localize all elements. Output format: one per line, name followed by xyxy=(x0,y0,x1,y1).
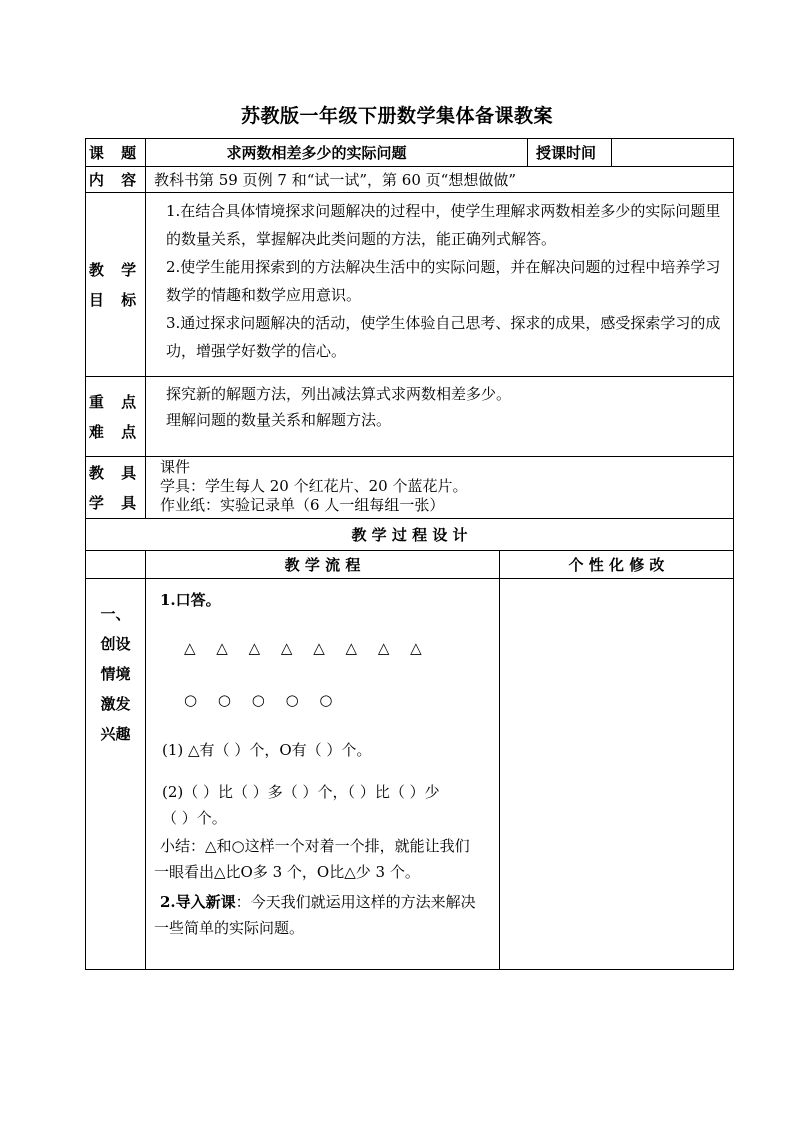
summary-line-1: 小结：△和○这样一个对着一个排，就能让我们 xyxy=(160,837,470,855)
goal-item-1: 1.在结合具体情境探求问题解决的过程中，使学生理解求两数相差多少的实际问题里的数量关系，掌握解决此类问题的方法，能正确列式解答。 xyxy=(166,202,721,248)
question-1: (1) △有（ ）个，O有（ ）个。 xyxy=(162,741,372,759)
flow-column-header: 教 学 流 程 xyxy=(146,551,500,579)
section1-row xyxy=(86,579,734,970)
keypoints-content xyxy=(146,377,734,457)
lesson-plan-table xyxy=(85,138,734,970)
tools-label-line1: 教 具 xyxy=(88,463,143,482)
tool-item-2: 学具：学生每人 20 个红花片、20 个蓝花片。 xyxy=(160,477,468,495)
content-label: 内 容 xyxy=(86,167,146,193)
keypoints-row xyxy=(86,377,734,457)
section1-label-line1: 一、 xyxy=(100,605,131,623)
triangles-row: △ △ △ △ △ △ △ △ xyxy=(184,639,430,657)
goal-item-3: 3.通过探求问题解决的活动，使学生体验自己思考、探求的成果，感受探索学习的成功，增强学好数学的信心。 xyxy=(166,314,721,360)
tools-label xyxy=(86,457,146,519)
step2-line-1 xyxy=(154,889,493,915)
section1-label-line4: 激发 xyxy=(100,695,131,713)
keypoints-label-line1: 重 点 xyxy=(88,392,143,411)
section1-label-line2: 创设 xyxy=(100,635,131,653)
summary-line-2: 一眼看出△比O多 3 个，O比△少 3 个。 xyxy=(154,863,420,881)
section1-label-line3: 情境 xyxy=(100,665,131,683)
time-label: 授课时间 xyxy=(528,139,612,167)
step2-line-2: 一些简单的实际问题。 xyxy=(154,919,305,937)
question-2a: (2)（ ）比（ ）多（ ）个，（ ）比（ ）少 xyxy=(162,783,440,801)
step2-title: 2.导入新课 xyxy=(160,893,236,911)
goals-label-line1: 教 学 xyxy=(88,260,143,279)
process-columns-row xyxy=(86,551,734,579)
topic-label: 课 题 xyxy=(86,139,146,167)
goals-label-line2: 目 标 xyxy=(88,290,143,309)
goals-label xyxy=(86,193,146,377)
section1-flow xyxy=(146,579,500,970)
difficult-point: 理解问题的数量关系和解题方法。 xyxy=(166,411,392,429)
circles-row: ○ ○ ○ ○ ○ xyxy=(184,691,341,709)
keypoints-label-line2: 难 点 xyxy=(88,422,143,441)
topic-row xyxy=(86,139,734,167)
tool-item-1: 课件 xyxy=(160,458,191,476)
section1-label-line5: 兴趣 xyxy=(100,725,131,743)
modify-column-header: 个 性 化 修 改 xyxy=(500,551,734,579)
tool-item-3: 作业纸：实验记录单（6 人一组每组一张） xyxy=(160,496,445,514)
keypoints-label xyxy=(86,377,146,457)
tools-label-line2: 学 具 xyxy=(88,493,143,512)
step2-text-a: ：今天我们就运用这样的方法来解决 xyxy=(235,893,476,911)
goal-item-2: 2.使学生能用探索到的方法解决生活中的实际问题，并在解决问题的过程中培养学习数学的情趣和数学应用意识。 xyxy=(166,258,721,304)
question-2b: （ ）个。 xyxy=(162,809,227,827)
section1-label xyxy=(86,579,146,970)
tools-row xyxy=(86,457,734,519)
tools-content xyxy=(146,457,734,519)
step1-title: 1.口答。 xyxy=(160,591,221,609)
process-heading-row xyxy=(86,519,734,551)
content-row xyxy=(86,167,734,193)
time-value[interactable] xyxy=(612,139,734,167)
section1-modify[interactable] xyxy=(500,579,734,970)
key-point: 探究新的解题方法，列出减法算式求两数相差多少。 xyxy=(166,385,512,403)
content-value: 教科书第 59 页例 7 和“试一试”，第 60 页“想想做做” xyxy=(146,167,734,193)
topic-value: 求两数相差多少的实际问题 xyxy=(146,139,528,167)
process-heading: 教 学 过 程 设 计 xyxy=(86,519,734,551)
section-label-header xyxy=(86,551,146,579)
document-title: 苏教版一年级下册数学集体备课教案 xyxy=(240,105,553,127)
goals-row xyxy=(86,193,734,377)
goals-content xyxy=(146,193,734,377)
